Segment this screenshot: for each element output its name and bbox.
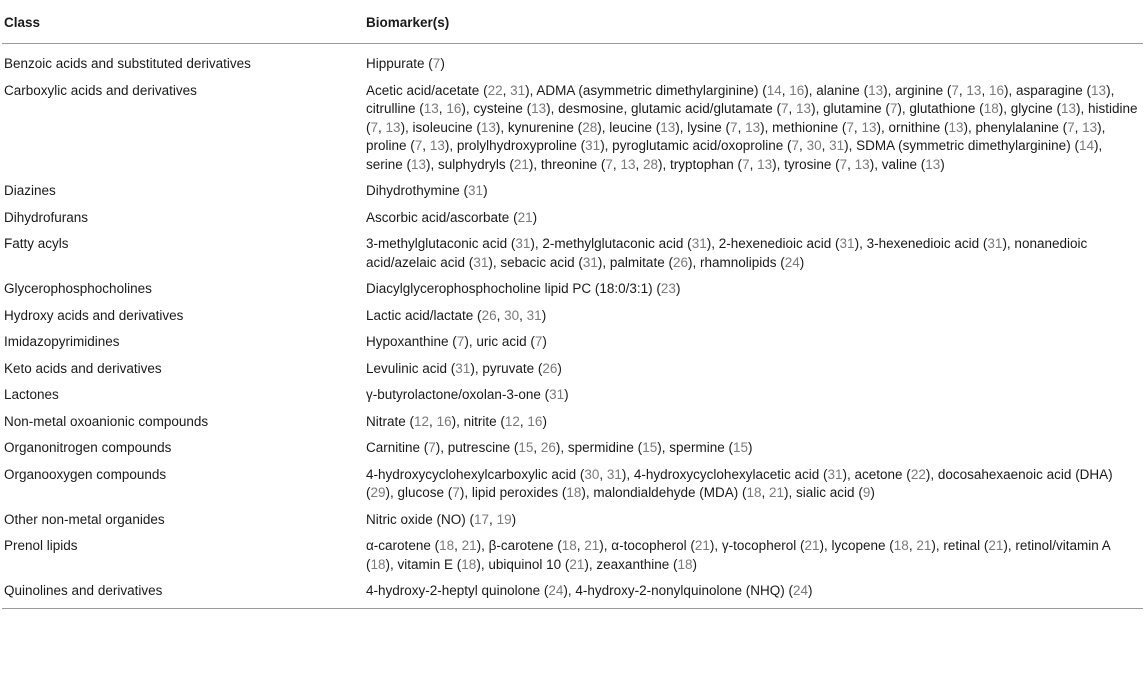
biomarker-cell [364, 435, 1143, 462]
reference-number[interactable]: 29 [370, 485, 386, 500]
biomarker-text: , [749, 156, 758, 172]
biomarker-text: , [788, 101, 797, 116]
biomarker-cell [364, 44, 1143, 78]
biomarker-text: ), lysine ( [675, 119, 731, 135]
table-footer-rule [2, 608, 1143, 609]
reference-number[interactable]: 31 [829, 138, 845, 153]
biomarker-text: ) [440, 56, 445, 71]
biomarker-text: , [981, 82, 989, 98]
biomarker-text: ) [511, 511, 517, 527]
biomarker-cell [364, 533, 1143, 578]
biomarker-text: ), methionine ( [760, 119, 847, 135]
reference-number[interactable]: 7 [1067, 119, 1075, 135]
biomarker-text: , [761, 485, 770, 500]
reference-number[interactable]: 7 [428, 440, 436, 455]
reference-number[interactable]: 18 [461, 556, 477, 572]
reference-number[interactable]: 26 [540, 440, 556, 455]
class-cell: Quinolines and derivatives [4, 583, 163, 598]
reference-number[interactable]: 13 [620, 156, 636, 172]
biomarker-cell [364, 78, 1143, 179]
reference-number[interactable]: 18 [893, 538, 909, 553]
reference-number[interactable]: 7 [730, 119, 738, 135]
table-row [2, 462, 1143, 507]
biomarker-text: , [576, 538, 585, 553]
biomarker-text: ), lipid peroxides ( [459, 485, 567, 500]
reference-number[interactable]: 13 [861, 119, 877, 135]
reference-number[interactable]: 13 [925, 156, 941, 172]
reference-number[interactable]: 22 [487, 82, 503, 98]
reference-number[interactable]: 21 [517, 209, 533, 225]
header-biomarkers: Biomarker(s) [364, 0, 1143, 44]
biomarker-text: ) [542, 334, 547, 349]
reference-number[interactable]: 16 [789, 82, 805, 98]
reference-number[interactable]: 24 [792, 583, 809, 598]
biomarker-text: ), isoleucine ( [400, 119, 481, 135]
biomarker-text: ) [940, 156, 945, 172]
biomarker-text: ), proline ( [366, 119, 1106, 153]
reference-number[interactable]: 13 [1082, 119, 1098, 135]
reference-number[interactable]: 21 [584, 538, 600, 553]
biomarker-text: Acetic acid/acetate ( [366, 82, 488, 98]
table-row [2, 382, 1143, 409]
reference-number[interactable]: 31 [606, 466, 622, 482]
reference-number[interactable]: 21 [569, 556, 585, 572]
biomarker-cell [364, 382, 1143, 409]
reference-number[interactable]: 31 [526, 307, 542, 323]
table-row [2, 329, 1143, 356]
biomarker-text: , [781, 82, 790, 98]
table-header [2, 0, 1143, 44]
biomarker-text: ) [532, 209, 538, 225]
biomarker-text: , [599, 466, 607, 482]
biomarker-text: ), nitrite ( [451, 413, 505, 429]
biomarker-text: Hypoxanthine ( [366, 334, 457, 349]
biomarker-text: , [378, 119, 386, 135]
class-cell: Fatty acyls [4, 236, 69, 251]
reference-number[interactable]: 26 [481, 307, 497, 323]
biomarker-cell [364, 205, 1143, 232]
reference-number[interactable]: 12 [414, 413, 430, 429]
reference-number[interactable]: 31 [827, 466, 843, 482]
reference-number[interactable]: 7 [951, 82, 959, 98]
reference-number[interactable]: 24 [548, 583, 564, 598]
table-row [2, 276, 1143, 303]
biomarker-text: , [502, 82, 511, 98]
biomarker-text: , [422, 138, 430, 153]
reference-number[interactable]: 21 [916, 538, 932, 553]
table-row [2, 578, 1143, 608]
biomarker-text: 3-methylglutaconic acid ( [366, 236, 516, 251]
class-cell: Imidazopyrimidines [4, 334, 120, 349]
biomarker-text: ), α-tocopherol ( [599, 538, 695, 553]
reference-number[interactable]: 28 [642, 156, 659, 172]
biomarker-text: ), kynurenine ( [495, 119, 583, 135]
biomarker-text: , [737, 119, 746, 135]
biomarker-text: ), retinol/vitamin A ( [366, 538, 1110, 572]
biomarker-text: ), palmitate ( [597, 254, 673, 270]
biomarker-text: ), alanine ( [804, 82, 869, 98]
biomarker-text: ), 2-hexenedioic acid ( [706, 236, 840, 251]
biomarker-text: ), pyruvate ( [470, 360, 543, 376]
biomarker-cell [364, 409, 1143, 436]
biomarker-text: , [821, 138, 830, 153]
reference-number[interactable]: 13 [411, 156, 427, 172]
reference-number[interactable]: 21 [694, 538, 710, 553]
reference-number[interactable]: 13 [480, 119, 496, 135]
table-row [2, 409, 1143, 436]
biomarker-text: , [429, 413, 437, 429]
biomarker-text: ), desmosine, glutamic acid/glutamate ( [546, 101, 782, 116]
biomarker-text: ), asparagine ( [1004, 82, 1092, 98]
reference-number[interactable]: 7 [742, 156, 750, 172]
reference-number[interactable]: 31 [549, 387, 565, 402]
class-cell: Prenol lipids [4, 538, 78, 553]
biomarker-text: ), retinal ( [931, 538, 989, 553]
biomarker-text: ) [692, 556, 698, 572]
biomarker-text: ), 4-hydroxycyclohexylacetic acid ( [621, 466, 828, 482]
reference-number[interactable]: 15 [518, 440, 534, 455]
reference-number[interactable]: 7 [791, 138, 800, 153]
reference-number[interactable]: 7 [534, 334, 543, 349]
table-row [2, 533, 1143, 578]
reference-number[interactable]: 31 [455, 360, 471, 376]
biomarker-text: , [958, 82, 967, 98]
reference-number[interactable]: 13 [757, 156, 773, 172]
reference-number[interactable]: 19 [496, 511, 512, 527]
reference-number[interactable]: 14 [1078, 138, 1094, 153]
reference-number[interactable]: 21 [513, 156, 529, 172]
class-cell: Diazines [4, 183, 56, 198]
biomarker-text: ) [557, 360, 562, 376]
reference-number[interactable]: 14 [766, 82, 782, 98]
reference-number[interactable]: 18 [566, 485, 582, 500]
reference-number[interactable]: 13 [948, 119, 964, 135]
reference-number[interactable]: 7 [846, 119, 854, 135]
class-cell: Organonitrogen compounds [4, 440, 172, 455]
biomarker-text: α-carotene ( [366, 538, 440, 553]
biomarker-cell [364, 462, 1143, 507]
reference-number[interactable]: 24 [784, 254, 800, 270]
reference-number[interactable]: 12 [504, 413, 520, 429]
reference-number[interactable]: 31 [473, 254, 489, 270]
table-row [2, 356, 1143, 383]
biomarker-text: ), arginine ( [883, 82, 952, 98]
biomarker-text: ), docosahexaenoic acid (DHA) ( [366, 466, 1113, 500]
table-row [2, 231, 1143, 276]
reference-number[interactable]: 21 [988, 538, 1004, 553]
biomarker-text: ), rhamnolipids ( [687, 254, 785, 270]
biomarker-text: ), 3-hexenedioic acid ( [854, 236, 988, 251]
biomarker-text: , [635, 156, 643, 172]
biomarker-text: ), glucose ( [385, 485, 453, 500]
reference-number[interactable]: 22 [910, 466, 926, 482]
biomarker-text: Nitric oxide (NO) ( [366, 511, 475, 527]
reference-number[interactable]: 31 [585, 138, 601, 153]
class-cell: Hydroxy acids and derivatives [4, 307, 184, 323]
class-cell: Keto acids and derivatives [4, 360, 162, 376]
biomarker-text: ), vitamin E ( [385, 556, 462, 572]
biomarker-text: ), glutamine ( [811, 101, 890, 116]
class-cell: Non-metal oxoanionic compounds [4, 413, 209, 429]
reference-number[interactable]: 17 [474, 511, 490, 527]
reference-number[interactable]: 7 [605, 156, 613, 172]
biomarker-text: Levulinic acid ( [366, 360, 456, 376]
biomarker-text: , [847, 156, 855, 172]
reference-number[interactable]: 7 [414, 138, 423, 153]
biomarker-text: ) [542, 413, 547, 429]
reference-number[interactable]: 15 [733, 440, 749, 455]
table-row [2, 435, 1143, 462]
class-cell: Organooxygen compounds [4, 466, 167, 482]
biomarker-text: ), 4-hydroxy-2-nonylquinolone (NHQ) ( [563, 583, 793, 598]
reference-number[interactable]: 13 [531, 101, 547, 116]
biomarker-text: ), spermidine ( [555, 440, 643, 455]
biomarker-text: γ-butyrolactone/oxolan-3-one ( [366, 387, 550, 402]
biomarker-text: , [908, 538, 917, 553]
table-body [2, 44, 1143, 609]
biomarker-table [2, 0, 1143, 609]
reference-number[interactable]: 7 [452, 485, 460, 500]
reference-number[interactable]: 13 [1061, 101, 1077, 116]
reference-number[interactable]: 7 [456, 334, 465, 349]
biomarker-text: Ascorbic acid/ascorbate ( [366, 209, 518, 225]
biomarker-text: ) [808, 583, 813, 598]
reference-number[interactable]: 13 [385, 119, 401, 135]
biomarker-text: Nitrate ( [366, 413, 415, 429]
biomarker-text: ), tryptophan ( [658, 156, 743, 172]
class-cell: Lactones [4, 387, 59, 402]
class-cell: Benzoic acids and substituted derivatives [4, 56, 251, 71]
biomarker-text: , [853, 119, 862, 135]
reference-number[interactable]: 31 [839, 236, 855, 251]
biomarker-text: 4-hydroxy-2-heptyl quinolone ( [366, 583, 549, 598]
biomarker-text: ) [675, 281, 681, 296]
biomarker-text: ), ubiquinol 10 ( [476, 556, 570, 572]
biomarker-text: ), spermine ( [657, 440, 733, 455]
biomarker-cell [364, 276, 1143, 303]
biomarker-text: ), ADMA (asymmetric dimethylarginine) ( [525, 82, 767, 98]
biomarker-text: ), phenylalanine ( [963, 119, 1068, 135]
biomarker-text: Carnitine ( [366, 440, 429, 455]
reference-number[interactable]: 31 [582, 254, 598, 270]
biomarker-text: ) [483, 183, 488, 198]
biomarker-text: ), pyroglutamic acid/oxoproline ( [600, 138, 792, 153]
biomarker-cell [364, 329, 1143, 356]
biomarker-text: ), valine ( [869, 156, 926, 172]
reference-number[interactable]: 31 [515, 236, 531, 251]
reference-number[interactable]: 23 [660, 281, 676, 296]
reference-number[interactable]: 13 [966, 82, 982, 98]
reference-number[interactable]: 15 [642, 440, 658, 455]
reference-number[interactable]: 31 [691, 236, 707, 251]
biomarker-text: ), acetone ( [842, 466, 911, 482]
header-class: Class [2, 0, 364, 44]
biomarker-text: ), ornithine ( [876, 119, 949, 135]
reference-number[interactable]: 13 [429, 138, 445, 153]
biomarker-cell [364, 178, 1143, 205]
reference-number[interactable]: 31 [510, 82, 526, 98]
biomarker-text: ), tyrosine ( [772, 156, 840, 172]
biomarker-text: ) [870, 485, 875, 500]
biomarker-text: ), lycopene ( [819, 538, 894, 553]
table-row [2, 507, 1143, 534]
biomarker-text: Diacylglycerophosphocholine lipid PC (18:0/3:1) ( [366, 281, 661, 296]
reference-number[interactable]: 28 [582, 119, 598, 135]
reference-number[interactable]: 30 [806, 138, 822, 153]
reference-number[interactable]: 7 [781, 101, 789, 116]
reference-number[interactable]: 7 [839, 156, 848, 172]
reference-number[interactable]: 13 [1091, 82, 1107, 98]
table-row [2, 178, 1143, 205]
biomarker-text: ), citrulline ( [366, 82, 1115, 116]
reference-number[interactable]: 18 [561, 538, 577, 553]
biomarker-text: ) [564, 387, 569, 402]
reference-number[interactable]: 18 [983, 101, 999, 116]
biomarker-cell [364, 303, 1143, 330]
biomarker-text: ), sialic acid ( [784, 485, 863, 500]
reference-number[interactable]: 13 [745, 119, 761, 135]
reference-number[interactable]: 18 [439, 538, 455, 553]
biomarker-text: ) [541, 307, 547, 323]
class-cell: Carboxylic acids and derivatives [4, 82, 197, 98]
table-row [2, 44, 1143, 78]
biomarker-text: , [799, 138, 807, 153]
biomarker-text: Dihydrothymine ( [366, 183, 469, 198]
header-row [2, 0, 1143, 44]
biomarker-text: ), 2-methylglutaconic acid ( [530, 236, 692, 251]
biomarker-cell [364, 578, 1143, 608]
reference-number[interactable]: 30 [504, 307, 520, 323]
biomarker-text: , [519, 307, 527, 323]
biomarker-text: Hippurate ( [366, 56, 433, 71]
biomarker-text: ), glycine ( [998, 101, 1061, 116]
biomarker-text: ) [748, 440, 753, 455]
biomarker-text: ), zeaxanthine ( [584, 556, 678, 572]
reference-number[interactable]: 13 [660, 119, 676, 135]
reference-number[interactable]: 13 [854, 156, 870, 172]
reference-number[interactable]: 18 [677, 556, 693, 572]
biomarker-text: ), histidine ( [366, 101, 1138, 135]
reference-number[interactable]: 18 [370, 556, 386, 572]
biomarker-text: ), serine ( [366, 138, 1103, 172]
biomarker-text: 4-hydroxycyclohexylcarboxylic acid ( [366, 466, 585, 482]
table-row [2, 205, 1143, 232]
biomarker-text: ), cysteine ( [461, 101, 532, 116]
class-cell: Dihydrofurans [4, 209, 89, 225]
reference-number[interactable]: 18 [746, 485, 762, 500]
biomarker-text: , [533, 440, 541, 455]
biomarker-text: ), threonine ( [528, 156, 606, 172]
biomarker-cell [364, 356, 1143, 383]
class-cell: Other non-metal organides [4, 511, 165, 527]
biomarker-text: , [454, 538, 462, 553]
biomarker-cell [364, 231, 1143, 276]
reference-number[interactable]: 16 [988, 82, 1004, 98]
reference-number[interactable]: 16 [527, 413, 543, 429]
biomarker-text: ), leucine ( [597, 119, 661, 135]
reference-number[interactable]: 26 [672, 254, 688, 270]
reference-number[interactable]: 21 [461, 538, 477, 553]
biomarker-text: ), sulphydryls ( [426, 156, 514, 172]
biomarker-text: ), sebacic acid ( [488, 254, 583, 270]
biomarker-text: ), SDMA (symmetric dimethylarginine) ( [844, 138, 1079, 153]
bottom-rule [2, 608, 1143, 609]
reference-number[interactable]: 16 [436, 413, 452, 429]
biomarker-text: ), malondialdehyde (MDA) ( [581, 485, 747, 500]
class-cell: Glycerophosphocholines [4, 281, 152, 296]
reference-number[interactable]: 31 [468, 183, 484, 198]
reference-number[interactable]: 13 [423, 101, 439, 116]
biomarker-text: , [612, 156, 621, 172]
reference-number[interactable]: 9 [862, 485, 871, 500]
biomarker-text: , [496, 307, 505, 323]
reference-number[interactable]: 13 [796, 101, 812, 116]
biomarker-cell [364, 507, 1143, 534]
biomarker-text: ), γ-tocopherol ( [709, 538, 805, 553]
reference-number[interactable]: 7 [889, 101, 898, 116]
reference-number[interactable]: 21 [804, 538, 820, 553]
reference-number[interactable]: 30 [584, 466, 600, 482]
reference-number[interactable]: 16 [446, 101, 462, 116]
reference-number[interactable]: 13 [868, 82, 884, 98]
biomarker-text: , [1074, 119, 1083, 135]
reference-number[interactable]: 26 [542, 360, 558, 376]
reference-number[interactable]: 31 [987, 236, 1003, 251]
biomarker-text: ) [799, 254, 805, 270]
biomarker-text: Lactic acid/lactate ( [366, 307, 482, 323]
biomarker-text: , [438, 101, 447, 116]
biomarker-text: ), prolylhydroxyproline ( [444, 138, 586, 153]
biomarker-text: ), nonanedioic acid/azelaic acid ( [366, 236, 1088, 270]
biomarker-text: ), uric acid ( [464, 334, 535, 349]
biomarker-text: ), glutathione ( [897, 101, 984, 116]
reference-number[interactable]: 21 [769, 485, 785, 500]
biomarker-text: ), β-carotene ( [476, 538, 562, 553]
reference-number[interactable]: 7 [370, 119, 379, 135]
reference-number[interactable]: 7 [432, 56, 441, 71]
biomarker-text: ), putrescine ( [435, 440, 519, 455]
biomarker-text: , [489, 511, 497, 527]
biomarker-text: , [519, 413, 528, 429]
table-row [2, 303, 1143, 330]
table-row [2, 78, 1143, 179]
